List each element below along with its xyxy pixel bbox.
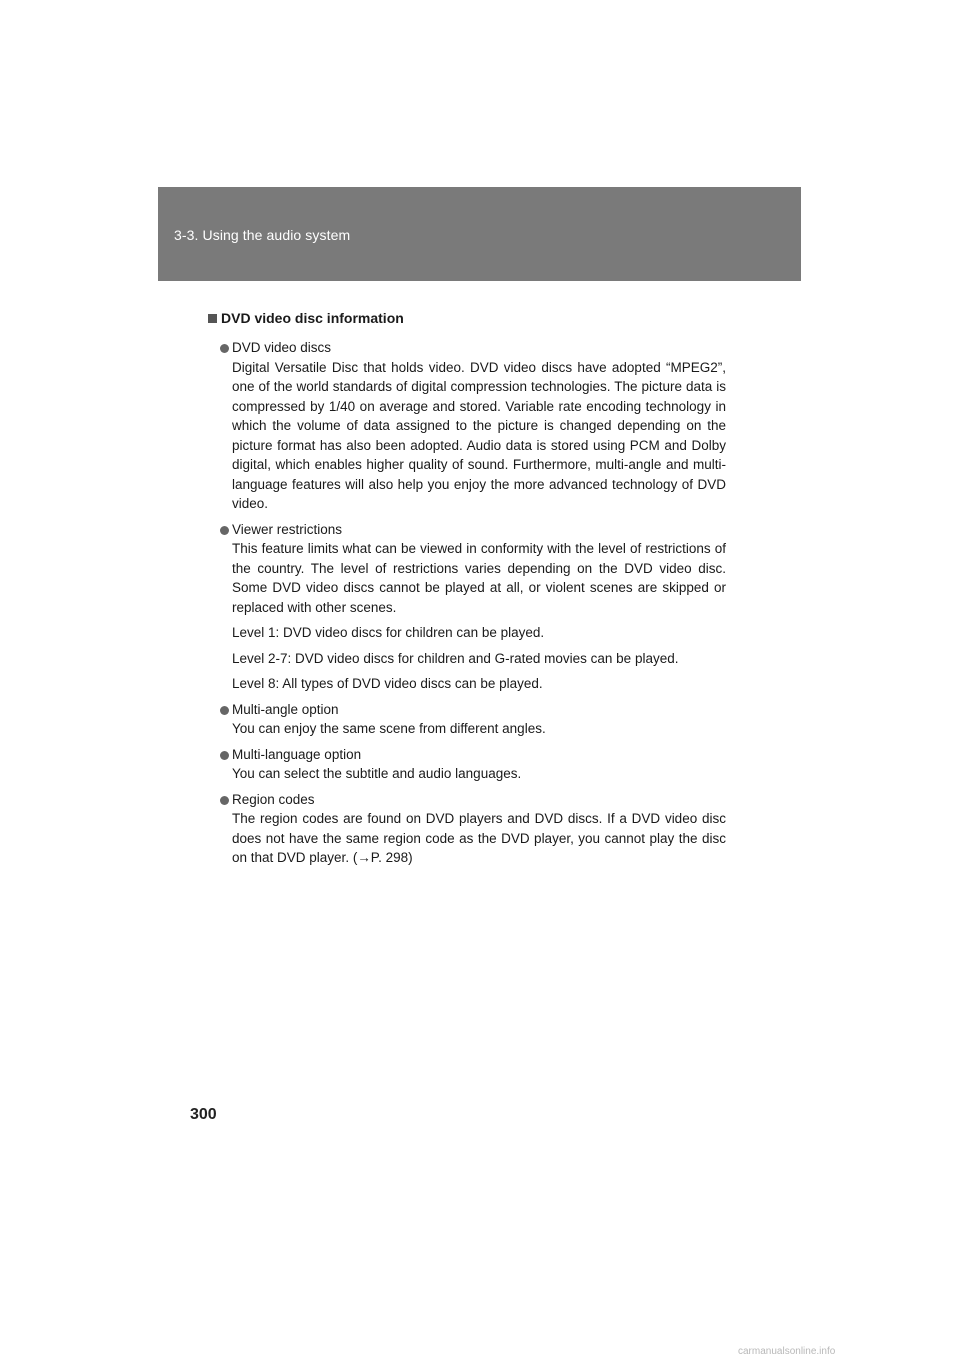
item-body: Digital Versatile Disc that holds video. DVD video discs have adopted “MPEG2”, one of the world standards of digital compression technologies. The picture data is compressed by 1/40 on average and stored. Variable rate encoding technology in which the volume of data assigned to the picture is changed depending on the picture format has also been adopted. Audio data is stored using PCM and Dolby digital, which enables higher quality of sound. Furthermore, multi-angle and multi-language features will also help you enjoy the more advanced technology of DVD video. xyxy=(232,359,726,511)
list-item-region-codes xyxy=(208,790,726,868)
item-body: You can select the subtitle and audio languages. xyxy=(232,766,522,781)
item-body: This feature limits what can be viewed in conformity with the level of restrictions of the country. The level of restrictions varies depending on the DVD video disc. Some DVD video discs cannot be played at all, or violent scenes are skipped or replaced with other scenes. xyxy=(232,541,726,615)
list-item-viewer-restrictions xyxy=(208,520,726,694)
list-item-multi-angle xyxy=(208,700,726,739)
circle-bullet-icon xyxy=(220,751,229,760)
restriction-level-8: Level 8: All types of DVD video discs can be played. xyxy=(232,676,543,691)
section-header-band xyxy=(158,187,801,281)
item-title: Multi-angle option xyxy=(232,701,339,717)
circle-bullet-icon xyxy=(220,526,229,535)
item-body: The region codes are found on DVD players and DVD discs. If a DVD video disc does not have the same region code as the DVD player, you cannot play the disc on that DVD player. (→P. 298) xyxy=(232,811,726,865)
page-content xyxy=(208,308,726,874)
heading-text: DVD video disc information xyxy=(221,310,404,326)
list-item-dvd-video-discs xyxy=(208,338,726,514)
item-body: You can enjoy the same scene from different angles. xyxy=(232,721,546,736)
restriction-level-2-7: Level 2-7: DVD video discs for children and G-rated movies can be played. xyxy=(232,650,679,666)
item-title: Region codes xyxy=(232,791,315,807)
item-title: DVD video discs xyxy=(232,340,332,355)
list-item-multi-language xyxy=(208,745,726,784)
square-bullet-icon xyxy=(208,314,217,323)
circle-bullet-icon xyxy=(220,706,229,715)
restriction-level-1: Level 1: DVD video discs for children can be played. xyxy=(232,625,545,640)
circle-bullet-icon xyxy=(220,344,229,353)
section-heading xyxy=(208,308,726,328)
page-number: 300 xyxy=(190,1106,217,1123)
watermark: carmanualsonline.info xyxy=(738,1346,836,1357)
item-title: Viewer restrictions xyxy=(232,521,343,537)
circle-bullet-icon xyxy=(220,796,229,805)
section-title: 3-3. Using the audio system xyxy=(174,227,351,243)
item-title: Multi-language option xyxy=(232,746,362,762)
